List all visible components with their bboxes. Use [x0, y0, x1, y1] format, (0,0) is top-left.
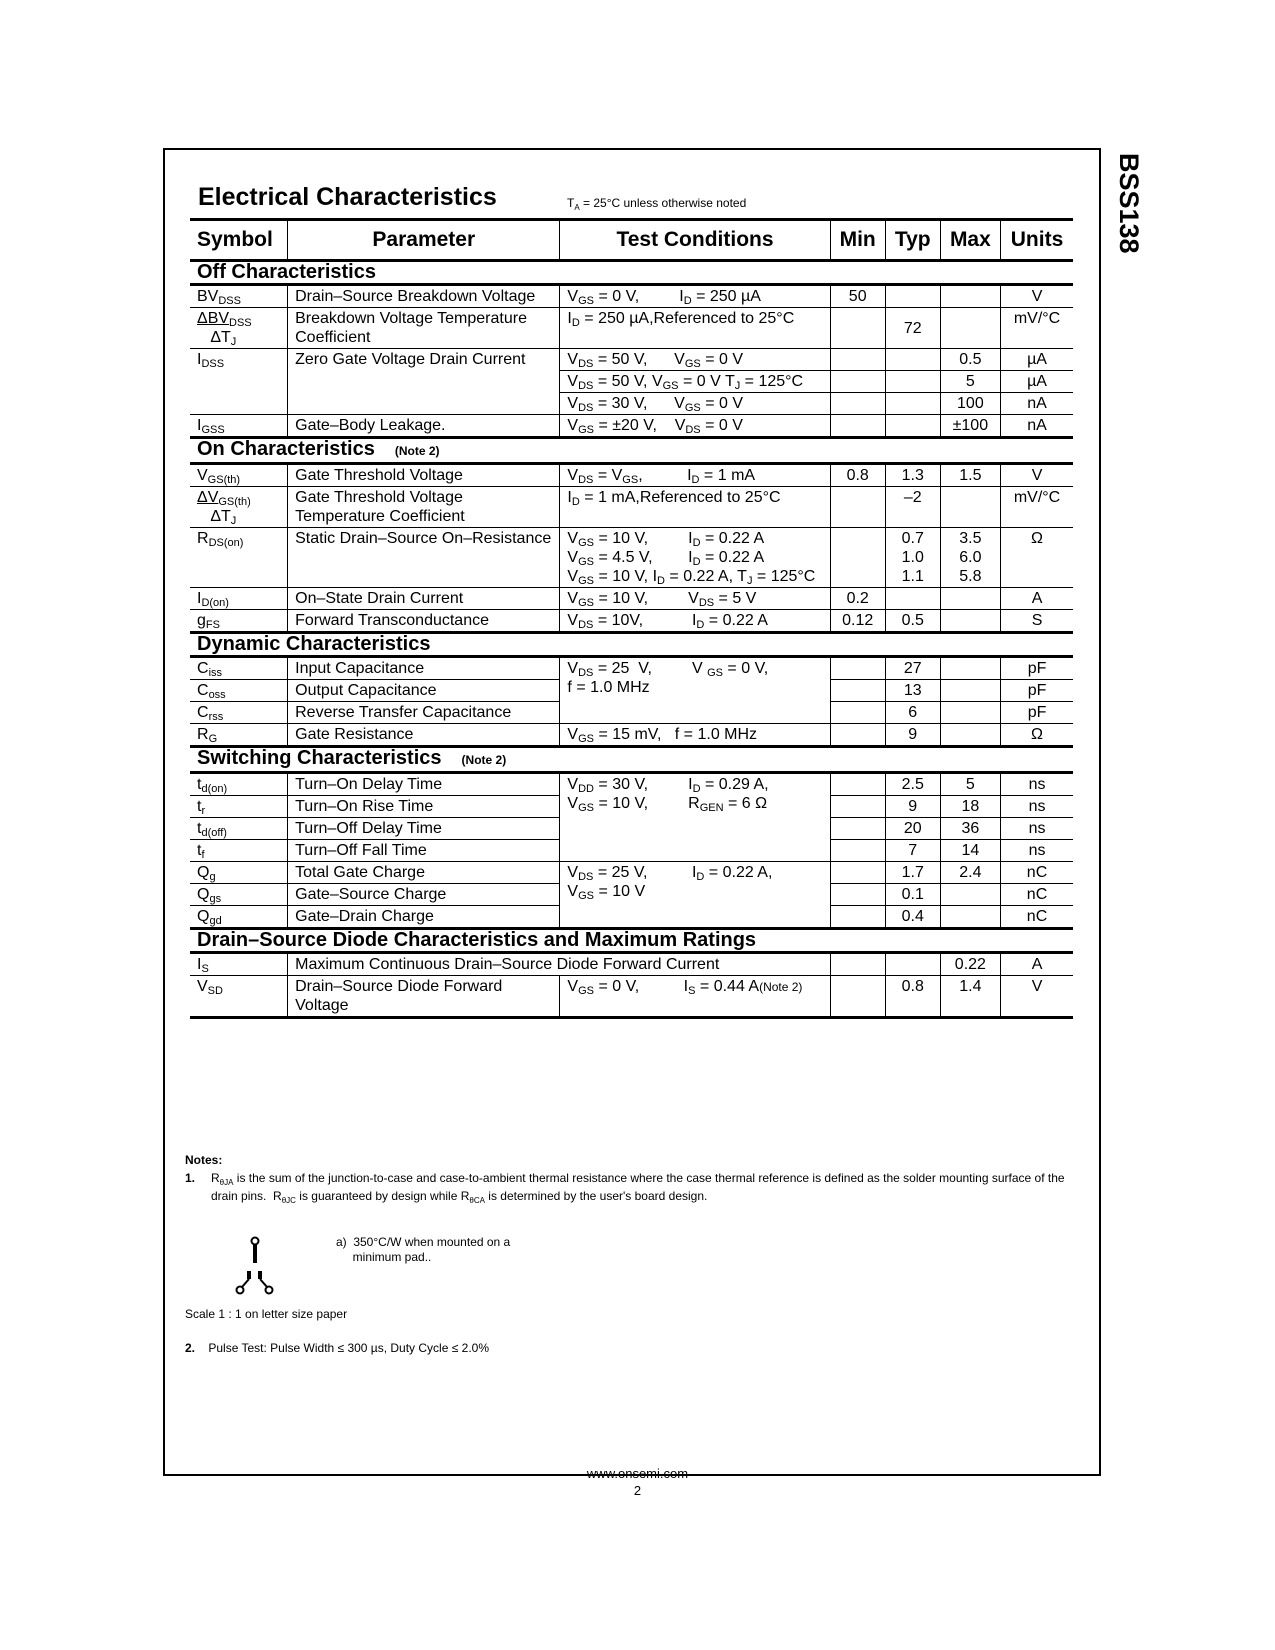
section-switching: Switching Characteristics (Note 2) — [190, 747, 1073, 773]
footer-url[interactable]: www.onsemi.com — [586, 1466, 689, 1481]
table-row: $Q_g$ Total Gate Charge $V_{DS} = 25$ V, $I_D = 0.22$ A, $V_{GS} = 10$ V 1.7 2.4 nC — [190, 862, 1073, 884]
table-row: $V_{GS(th)}$ Gate Threshold Voltage $V_{DS} = V_{GS}$, $I_D = 1$ mA 0.8 1.3 1.5 V — [190, 464, 1073, 487]
col-min: Min — [830, 220, 885, 261]
table-row: $g_{FS}$ Forward Transconductance $V_{DS} = 10V$, $I_D = 0.22$ A 0.12 0.5 S — [190, 610, 1073, 633]
table-row: $C_{iss}$ Input Capacitance $V_{DS} = 25$ V, V $_{GS}$ = 0 V, f = 1.0 MHz 27 pF — [190, 657, 1073, 680]
table-row: $I_S$ Maximum Continuous Drain–Source Diode Forward Current 0.22 A — [190, 953, 1073, 976]
table-row: $I_{DSS}$ Zero Gate Voltage Drain Current $V_{DS} = 50$ V, $V_{GS} = 0$ V 0.5 µA — [190, 349, 1073, 371]
table-row: $\Delta BV_{DSS}$ $\Delta T_J$ Breakdown Voltage Temperature Coefficient $I_D = 250$ µA,Referenced to 25°C 72 mV/°C — [190, 308, 1073, 349]
table-row: $R_{DS(on)}$ Static Drain–Source On–Resistance $V_{GS} = 10$ V, $I_D = 0.22$ A $V_{GS} = 4.5$ V, $I_D = 0.22$ A $V_{GS} = 10$ V, $I_D = 0.22$ A, $T_J = 125^\circ C$ 0.7 1.0 1.1 3.5 6.0 5.8 Ω — [190, 528, 1073, 588]
table-row: $V_{SD}$ Drain–Source Diode Forward Voltage $V_{GS} = 0$ V, $I_S = 0.44$ A(Note 2) 0.8 1.4 V — [190, 976, 1073, 1018]
table-row: $BV_{DSS}$ Drain–Source Breakdown Voltage $V_{GS} = 0$ V, $I_D = 250$ µA 50 V — [190, 285, 1073, 308]
side-part-number: BSS138 — [1114, 153, 1144, 254]
section-off: Off Characteristics — [190, 261, 1073, 285]
col-symbol: Symbol — [197, 228, 273, 251]
page-number: 2 — [633, 1483, 642, 1498]
table-header-row — [190, 220, 1073, 261]
title-condition: $T_A = 25^\circ C$ unless otherwise noted — [567, 196, 747, 212]
table-row: $C_{rss}$ Reverse Transfer Capacitance 6 pF — [190, 702, 1073, 724]
section-dynamic: Dynamic Characteristics — [190, 633, 1073, 657]
scale-note: Scale 1 : 1 on letter size paper — [185, 1307, 348, 1321]
table-row: $t_f$ Turn–Off Fall Time 7 14 ns — [190, 840, 1073, 862]
table-row: $I_{GSS}$ Gate–Body Leakage. $V_{GS} = \pm 20$ V, $V_{DS} = 0$ V ±100 nA — [190, 415, 1073, 438]
col-parameter: Parameter — [288, 220, 560, 261]
col-typ: Typ — [885, 220, 940, 261]
table-row: $\Delta V_{GS(th)}$ $\Delta T_J$ Gate Threshold Voltage Temperature Coefficient $I_D = 1$ mA,Referenced to 25°C –2 mV/°C — [190, 487, 1073, 528]
electrical-characteristics-table — [190, 218, 1073, 1019]
table-row: $V_{DS} = 50$ V, $V_{GS} = 0$ V $T_J = 125^\circ C$ 5 µA — [190, 371, 1073, 393]
col-units: Units — [1001, 220, 1073, 261]
note-2: 2. Pulse Test: Pulse Width ≤ 300 µs, Duty Cycle ≤ 2.0% — [185, 1341, 490, 1355]
table-row: $I_{D(on)}$ On–State Drain Current $V_{GS} = 10$ V, $V_{DS} = 5$ V 0.2 A — [190, 588, 1073, 610]
section-title: Electrical Characteristics — [198, 183, 497, 211]
table-row: $V_{DS} = 30$ V, $V_{GS} = 0$ V 100 nA — [190, 393, 1073, 415]
table-row: $Q_{gd}$ Gate–Drain Charge 0.4 nC — [190, 906, 1073, 929]
footer — [0, 1465, 1275, 1499]
table-row: $R_G$ Gate Resistance $V_{GS} = 15$ mV, f = 1.0 MHz 9 Ω — [190, 724, 1073, 747]
table-row: $Q_{gs}$ Gate–Source Charge 0.1 nC — [190, 884, 1073, 906]
section-diode: Drain–Source Diode Characteristics and Maximum Ratings — [190, 929, 1073, 953]
minimum-pad-icon — [230, 1235, 280, 1297]
col-conditions: Test Conditions — [560, 220, 830, 261]
pad-label: a) 350°C/W when mounted on a minimum pad.. — [336, 1235, 511, 1264]
note-1: 1. $R_{\theta JA}$ is the sum of the junction-to-case and case-to-ambient thermal resistance where the case thermal reference is defined as the solder mounting surface of the drain pins. $R_{\theta JC}$ is guaranteed by design while $R_{\theta CA}$ is determined by the user's board design. — [185, 1171, 1065, 1205]
table-row: $t_{d(on)}$ Turn–On Delay Time $V_{DD} = 30$ V, $I_D = 0.29$ A, $V_{GS} = 10$ V, $R_{GEN} = 6$ Ω 2.5 5 ns — [190, 773, 1073, 796]
table-row: $t_{d(off)}$ Turn–Off Delay Time 20 36 ns — [190, 818, 1073, 840]
table-row: $t_r$ Turn–On Rise Time 9 18 ns — [190, 796, 1073, 818]
col-max: Max — [940, 220, 1000, 261]
notes: Notes: 1. $R_{\theta JA}$ is the sum of the junction-to-case and case-to-ambient thermal resistance where the case thermal reference is defined as the solder mounting surface of the drain pins. $R_{\theta JC}$ is guaranteed by design while $R_{\theta CA}$ is determined by the user's board design. — [185, 1151, 1075, 1205]
section-on: On Characteristics (Note 2) — [190, 438, 1073, 464]
table-row: $C_{oss}$ Output Capacitance 13 pF — [190, 680, 1073, 702]
